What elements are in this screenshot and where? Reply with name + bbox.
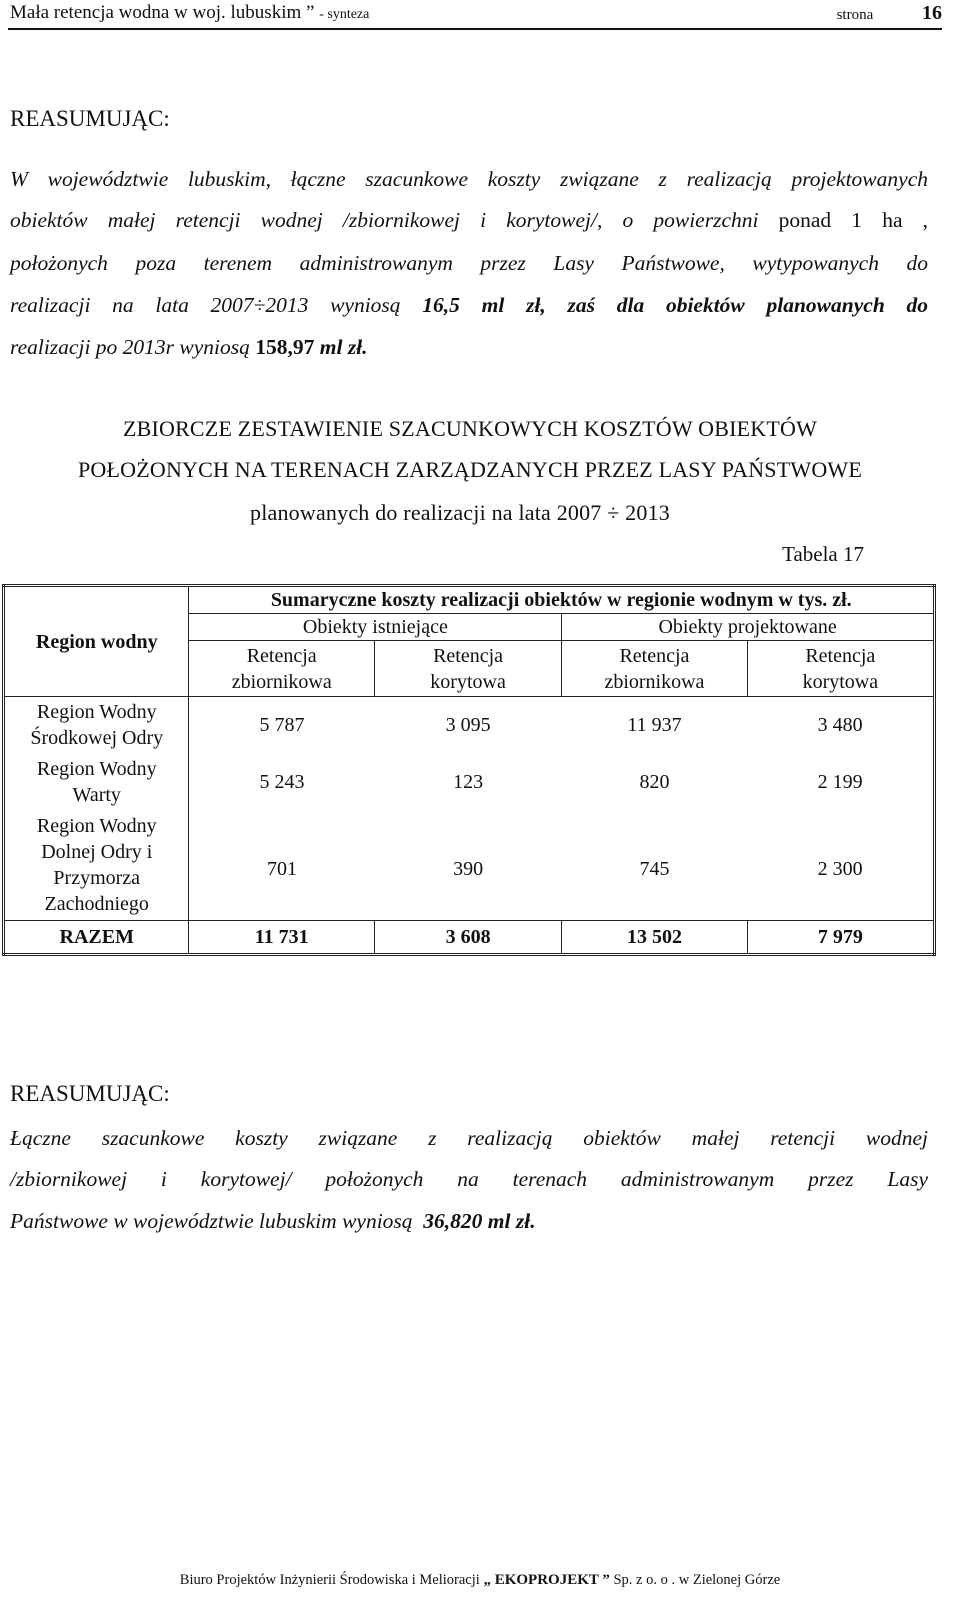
existing-objects-header: Obiekty istniejące xyxy=(189,614,562,641)
value-cell: 3 480 xyxy=(747,697,934,754)
col-header-channel-existing: Retencja korytowa xyxy=(374,641,561,697)
summary2-line-3: Państwowe w województwie lubuskim wyniosą 36,820 ml zł. xyxy=(10,1209,536,1233)
sum-cost-header: Sumaryczne koszty realizacji obiektów w regionie wodnym w tys. zł. xyxy=(189,586,935,614)
value-cell: 123 xyxy=(453,771,484,793)
summary-line-5: realizacji po 2013r wyniosą 158,97 ml zł. xyxy=(10,335,368,359)
total-value: 13 502 xyxy=(562,921,747,955)
value-cell: 745 xyxy=(562,811,747,921)
value-cell: 3 095 xyxy=(374,697,561,754)
table-row xyxy=(4,811,935,921)
total-label: RAZEM xyxy=(4,921,189,955)
summary2-line-2: /zbiornikowej i korytowej/ położonych na terenach administrowanym przez Lasy xyxy=(10,1167,928,1191)
total-value: 11 731 xyxy=(189,921,374,955)
header-title: Mała retencja wodna w woj. lubuskim ” xyxy=(10,2,315,23)
table-title-line-1: ZBIORCZE ZESTAWIENIE SZACUNKOWYCH KOSZTÓW OBIEKTÓW xyxy=(122,416,818,441)
summary-line-3: położonych poza terenem administrowanym przez Lasy Państwowe, wytypowanych do xyxy=(10,251,928,275)
page-header xyxy=(10,0,942,30)
value-cell: 701 xyxy=(189,811,374,921)
summary-heading-1: REASUMUJĄC: xyxy=(10,106,170,131)
cost-summary-table xyxy=(2,584,936,956)
header-rule xyxy=(8,28,942,30)
projected-objects-header: Obiekty projektowane xyxy=(562,614,935,641)
header-subtitle: - synteza xyxy=(319,7,370,22)
region-name: Region Wodny Środkowej Odry xyxy=(4,697,189,754)
col-header-reservoir-existing: Retencja zbiornikowa xyxy=(189,641,374,697)
summary-line-2: obiektów małej retencji wodnej /zbiornikowej i korytowej/, o powierzchni ponad 1 ha , xyxy=(10,208,928,232)
value-cell: 2 300 xyxy=(747,811,934,921)
summary-line-1: W województwie lubuskim, łączne szacunkowe koszty związane z realizacją projektowanych xyxy=(10,167,928,191)
table-number-label: Tabela 17 xyxy=(782,542,864,566)
page-indicator xyxy=(837,0,942,28)
table-row xyxy=(4,697,935,754)
value-cell: 5 243 xyxy=(189,754,374,811)
value-cell: 11 937 xyxy=(562,697,747,754)
region-column-header: Region wodny xyxy=(4,586,189,697)
value-cell: 390 xyxy=(374,811,561,921)
value-cell: 5 787 xyxy=(189,697,374,754)
page-footer xyxy=(0,1572,960,1589)
footer-location: Sp. z o. o . w Zielonej Górze xyxy=(613,1572,781,1588)
table-row xyxy=(4,754,935,811)
region-name: Region Wodny Warty xyxy=(4,754,189,811)
col-header-reservoir-projected: Retencja zbiornikowa xyxy=(562,641,747,697)
table-title-line-3: planowanych do realizacji na lata 2007 ÷ 2013 xyxy=(250,500,670,525)
footer-company: „ EKOPROJEKT ” xyxy=(483,1572,610,1588)
document-title xyxy=(10,0,369,28)
col-header-channel-projected: Retencja korytowa xyxy=(747,641,934,697)
page-label: strona xyxy=(836,7,874,23)
total-row xyxy=(4,921,935,955)
region-name: Region Wodny Dolnej Odry i Przymorza Zachodniego xyxy=(4,811,189,921)
total-value: 7 979 xyxy=(747,921,934,955)
summary-line-4: realizacji na lata 2007÷2013 wyniosą 16,5 ml zł, zaś dla obiektów planowanych do xyxy=(10,293,929,317)
value-cell: 820 xyxy=(639,771,670,793)
total-value: 3 608 xyxy=(374,921,561,955)
summary-heading-2: REASUMUJĄC: xyxy=(10,1081,170,1106)
footer-office: Biuro Projektów Inżynierii Środowiska i Melioracji xyxy=(179,1572,480,1588)
value-cell: 2 199 xyxy=(747,754,934,811)
page-number: 16 xyxy=(922,2,942,24)
table-title-line-2: POŁOŻONYCH NA TERENACH ZARZĄDZANYCH PRZEZ LASY PAŃSTWOWE xyxy=(77,457,863,482)
summary2-line-1: Łączne szacunkowe koszty związane z realizacją obiektów małej retencji wodnej xyxy=(10,1126,928,1150)
